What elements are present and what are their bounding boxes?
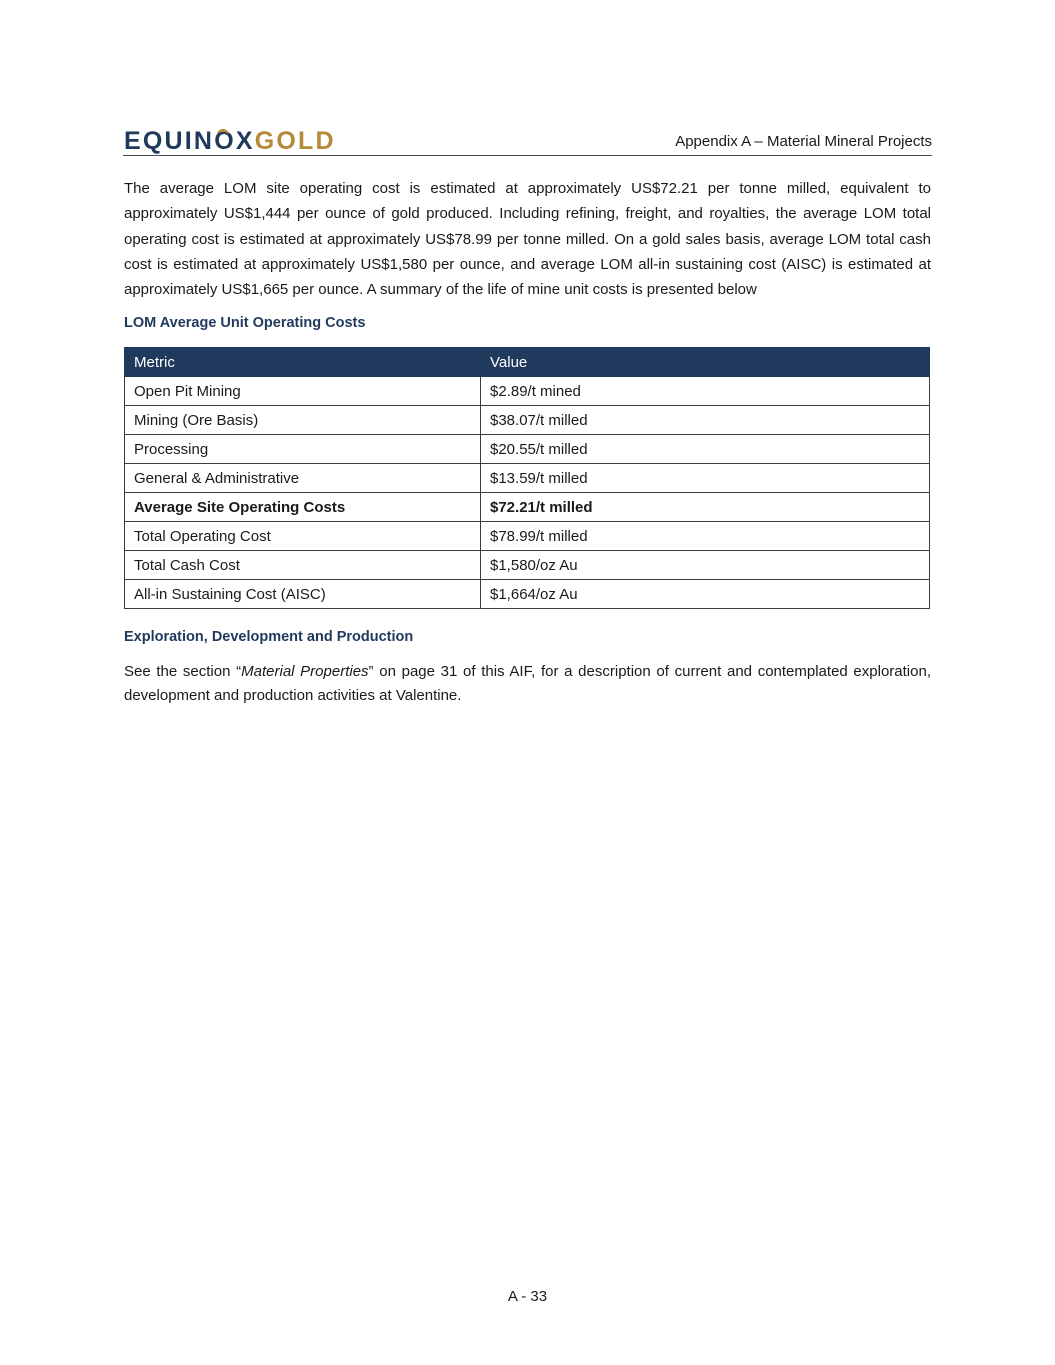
page-number: A - 33 [507, 1288, 548, 1305]
equinox-gold-logo [124, 127, 336, 155]
table-row [125, 551, 930, 580]
outro-text-after: ” on page 31 of this AIF, for a description of current and contemplated exploration, development and production activities at Valentine. [124, 663, 931, 704]
table-row-subtotal [125, 493, 930, 522]
metric-cell: Processing [125, 435, 481, 464]
value-cell: $72.21/t milled [481, 493, 930, 522]
unit-costs-table [124, 347, 930, 609]
outro-paragraph [124, 660, 931, 708]
metric-cell: Total Operating Cost [125, 522, 481, 551]
table-header-metric: Metric [125, 348, 481, 377]
table-row [125, 435, 930, 464]
table-row [125, 580, 930, 609]
section-heading: Exploration, Development and Production [124, 629, 414, 645]
metric-cell: Open Pit Mining [125, 377, 481, 406]
value-cell: $78.99/t milled [481, 522, 930, 551]
logo-text-x: X [235, 127, 255, 155]
page-header [123, 127, 932, 156]
table-heading: LOM Average Unit Operating Costs [124, 315, 366, 331]
table-row [125, 522, 930, 551]
logo-text-equin: EQUIN [124, 127, 215, 155]
value-cell: $38.07/t milled [481, 406, 930, 435]
table-row [125, 406, 930, 435]
table-row [125, 464, 930, 493]
metric-cell: General & Administrative [125, 464, 481, 493]
metric-cell: Average Site Operating Costs [125, 493, 481, 522]
table-row [125, 377, 930, 406]
table-header-row [125, 348, 930, 377]
value-cell: $1,664/oz Au [481, 580, 930, 609]
value-cell: $1,580/oz Au [481, 551, 930, 580]
logo-text-o: O [214, 127, 236, 155]
header-section-title: Appendix A – Material Mineral Projects [675, 133, 932, 150]
metric-cell: All-in Sustaining Cost (AISC) [125, 580, 481, 609]
intro-paragraph: The average LOM site operating cost is estimated at approximately US$72.21 per tonne milled, equivalent to approximately US$1,444 per ounce of gold produced. Including refining, freight, and royalties, the average LOM total operating cost is estimated at approximately US$78.99 per tonne milled. On a gold sales basis, average LOM total cash cost is estimated at approximately US$1,580 per ounce, and average LOM all-in sustaining cost (AISC) is estimated at approximately US$1,665 per ounce. A summary of the life of mine unit costs is presented below [124, 180, 931, 299]
value-cell: $20.55/t milled [481, 435, 930, 464]
outro-italic-reference: Material Properties [241, 663, 369, 680]
value-cell: $13.59/t milled [481, 464, 930, 493]
metric-cell: Mining (Ore Basis) [125, 406, 481, 435]
table-header-value: Value [481, 348, 930, 377]
metric-cell: Total Cash Cost [125, 551, 481, 580]
value-cell: $2.89/t mined [481, 377, 930, 406]
logo-text-gold: GOLD [254, 127, 336, 155]
outro-text-before: See the section “ [124, 663, 242, 680]
